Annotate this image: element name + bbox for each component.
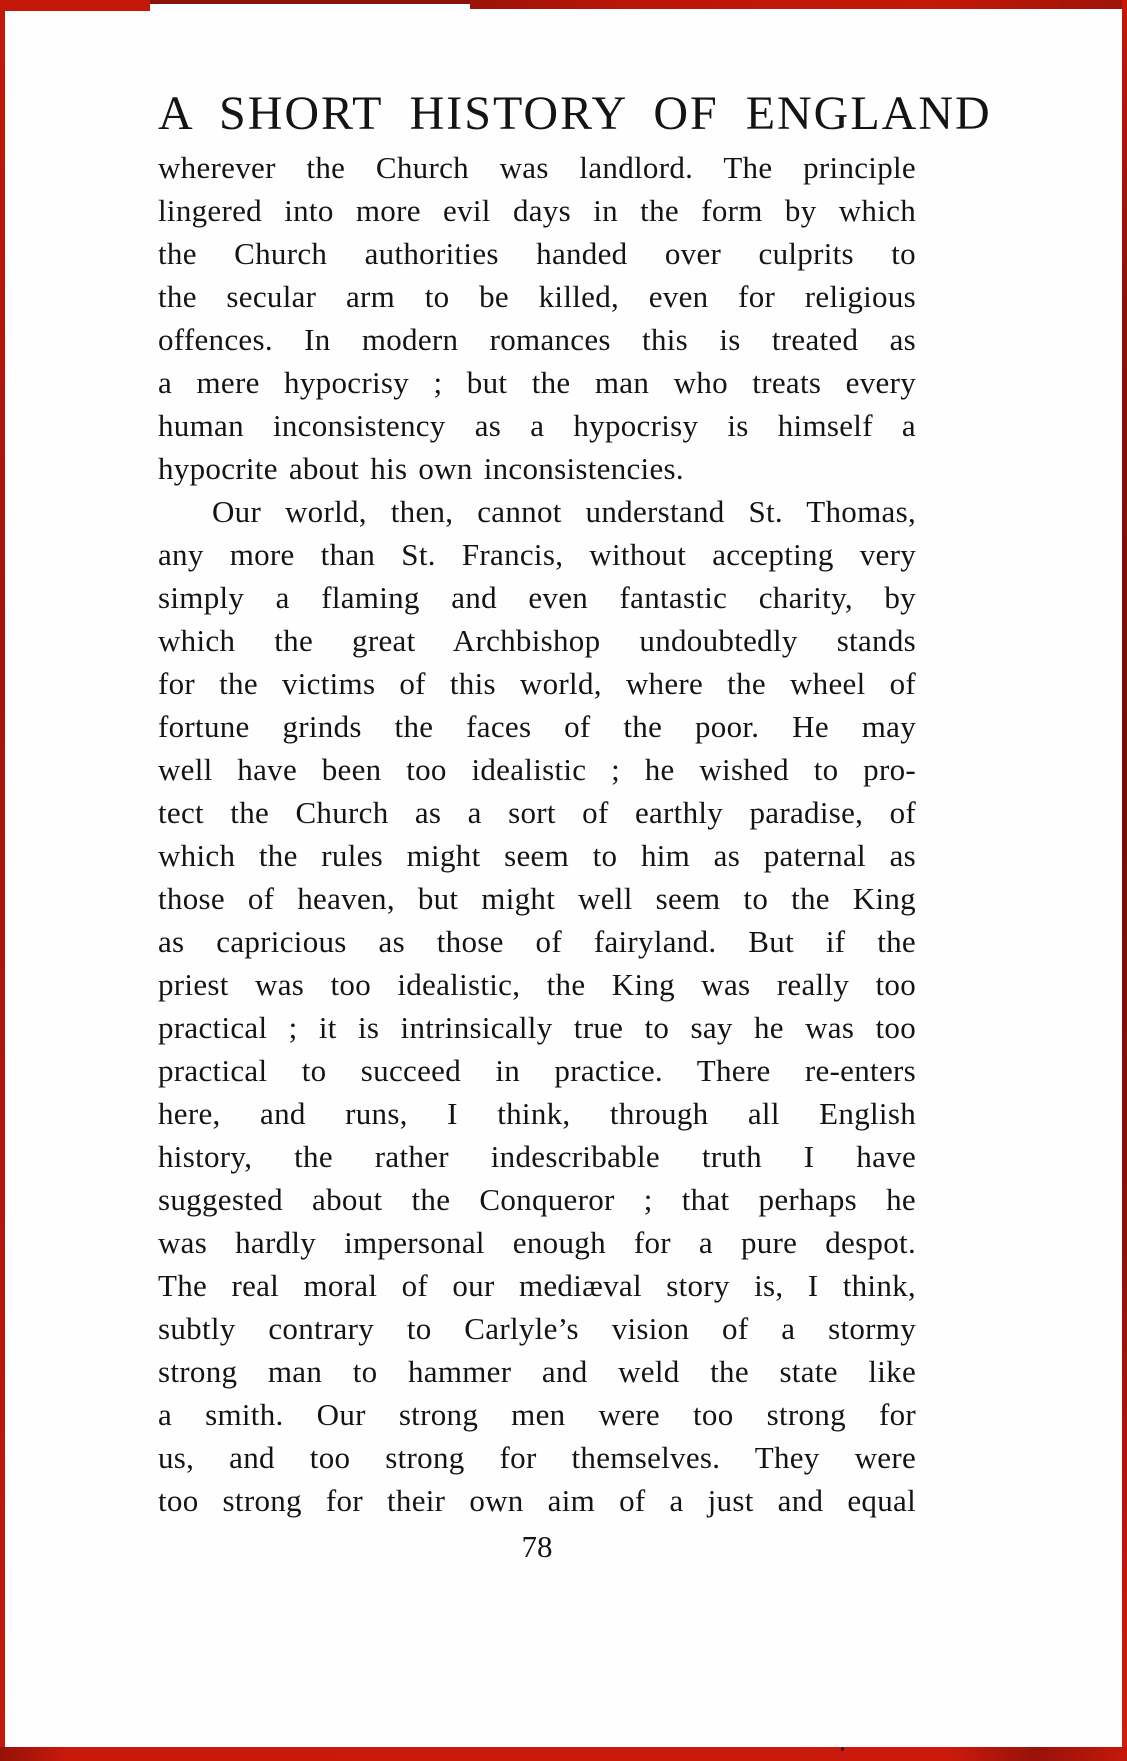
text-line: any more than St. Francis, without accepting very bbox=[158, 537, 916, 572]
text-line: human inconsistency as a hypocrisy is himself a bbox=[158, 408, 916, 443]
text-line: wherever the Church was landlord. The principle bbox=[158, 150, 916, 185]
text-line: lingered into more evil days in the form by which bbox=[158, 193, 916, 228]
text-line: subtly contrary to Carlyle’s vision of a stormy bbox=[158, 1311, 916, 1346]
text-line: practical to succeed in practice. There re-enters bbox=[158, 1053, 916, 1088]
text-line: which the rules might seem to him as paternal as bbox=[158, 838, 916, 873]
scan-speck bbox=[841, 1747, 844, 1751]
text-line: strong man to hammer and weld the state like bbox=[158, 1354, 916, 1389]
text-line: as capricious as those of fairyland. But if the bbox=[158, 924, 916, 959]
page-content bbox=[158, 0, 992, 1568]
scan-edge-bottom bbox=[0, 1747, 1127, 1761]
running-header-title: A SHORT HISTORY OF ENGLAND bbox=[158, 87, 992, 140]
text-line: for the victims of this world, where the wheel of bbox=[158, 666, 916, 701]
text-line: The real moral of our mediæval story is, I think, bbox=[158, 1268, 916, 1303]
text-line: well have been too idealistic ; he wished to pro- bbox=[158, 752, 916, 787]
text-line: offences. In modern romances this is treated as bbox=[158, 322, 916, 357]
text-line: suggested about the Conqueror ; that perhaps he bbox=[158, 1182, 916, 1217]
text-line: the Church authorities handed over culprits to bbox=[158, 236, 916, 271]
text-line: priest was too idealistic, the King was really too bbox=[158, 967, 916, 1002]
text-line: us, and too strong for themselves. They were bbox=[158, 1440, 916, 1475]
text-line: hypocrite about his own inconsistencies. bbox=[158, 451, 684, 486]
body-text bbox=[158, 146, 916, 1522]
text-line: the secular arm to be killed, even for religious bbox=[158, 279, 916, 314]
text-line: Our world, then, cannot understand St. Thomas, bbox=[212, 494, 916, 529]
text-line: those of heaven, but might well seem to the King bbox=[158, 881, 916, 916]
scan-edge-left bbox=[0, 0, 5, 1761]
text-line: a smith. Our strong men were too strong for bbox=[158, 1397, 916, 1432]
text-line: here, and runs, I think, through all English bbox=[158, 1096, 916, 1131]
text-line: simply a flaming and even fantastic charity, by bbox=[158, 580, 916, 615]
text-line: too strong for their own aim of a just and equal bbox=[158, 1483, 916, 1518]
text-line: which the great Archbishop undoubtedly stands bbox=[158, 623, 916, 658]
text-line: fortune grinds the faces of the poor. He may bbox=[158, 709, 916, 744]
text-line: tect the Church as a sort of earthly paradise, of bbox=[158, 795, 916, 830]
text-line: practical ; it is intrinsically true to say he was too bbox=[158, 1010, 916, 1045]
scan-edge-right bbox=[1122, 0, 1127, 1761]
page-number: 78 bbox=[521, 1529, 553, 1564]
text-line: a mere hypocrisy ; but the man who treats every bbox=[158, 365, 916, 400]
text-line: history, the rather indescribable truth I have bbox=[158, 1139, 916, 1174]
scan-edge-top bbox=[0, 0, 150, 11]
text-line: was hardly impersonal enough for a pure despot. bbox=[158, 1225, 916, 1260]
